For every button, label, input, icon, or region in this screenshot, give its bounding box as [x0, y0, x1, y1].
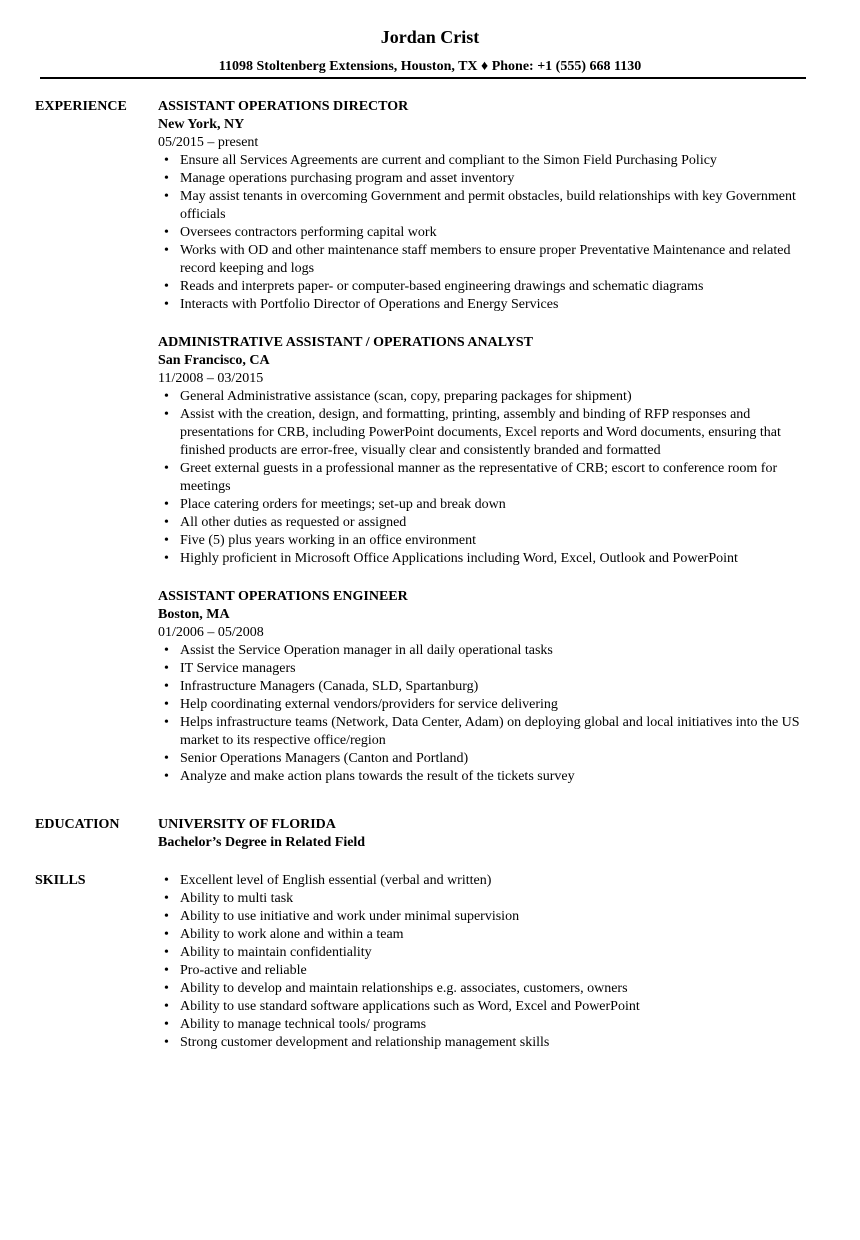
job-title: ADMINISTRATIVE ASSISTANT / OPERATIONS ANALYST — [158, 335, 533, 350]
job-location: San Francisco, CA — [158, 353, 270, 368]
list-item: • Reads and interprets paper- or computer-based engineering drawings and schematic diagrams — [180, 278, 805, 296]
list-item: • Manage operations purchasing program and asset inventory — [180, 170, 805, 188]
resume-header — [0, 0, 860, 76]
list-item: • Ability to manage technical tools/ programs — [180, 1016, 805, 1034]
job-bullets — [158, 152, 805, 314]
list-item: • Analyze and make action plans towards the result of the tickets survey — [180, 768, 805, 786]
school-name: UNIVERSITY OF FLORIDA — [158, 817, 336, 832]
list-item: • Oversees contractors performing capital work — [180, 224, 805, 242]
job-location: New York, NY — [158, 117, 245, 132]
list-item: • Pro-active and reliable — [180, 962, 805, 980]
job-bullets — [158, 642, 805, 786]
list-item: • Ability to use standard software applications such as Word, Excel and PowerPoint — [180, 998, 805, 1016]
job-bullets — [158, 388, 805, 568]
job-dates: 11/2008 – 03/2015 — [158, 371, 264, 386]
job-dates: 01/2006 – 05/2008 — [158, 625, 264, 640]
job-location: Boston, MA — [158, 607, 230, 622]
list-item: • Assist with the creation, design, and formatting, printing, assembly and binding of RFP responses and presentations for CRB, including PowerPoint documents, Excel reports and Word documents, ensuring that finished products are error-free, visually clear and consistently branded and formatted — [180, 406, 805, 460]
degree-name: Bachelor’s Degree in Related Field — [158, 835, 366, 850]
list-item: • Ability to work alone and within a team — [180, 926, 805, 944]
list-item: • Place catering orders for meetings; set-up and break down — [180, 496, 805, 514]
skills-section — [35, 872, 805, 1052]
list-item: • Excellent level of English essential (verbal and written) — [180, 872, 805, 890]
job-entry — [158, 98, 805, 314]
candidate-name: Jordan Crist — [380, 27, 480, 47]
list-item: • Assist the Service Operation manager in all daily operational tasks — [180, 642, 805, 660]
job-entry — [158, 334, 805, 568]
list-item: • May assist tenants in overcoming Government and permit obstacles, build relationships with key Government officials — [180, 188, 805, 224]
experience-label: EXPERIENCE — [35, 99, 127, 114]
skills-label: SKILLS — [35, 873, 86, 888]
list-item: • Senior Operations Managers (Canton and Portland) — [180, 750, 805, 768]
education-label: EDUCATION — [35, 817, 120, 832]
education-section — [35, 816, 805, 852]
list-item: • Helps infrastructure teams (Network, Data Center, Adam) on deploying global and local initiatives into the US market to its respective office/region — [180, 714, 805, 750]
list-item: • Infrastructure Managers (Canada, SLD, Spartanburg) — [180, 678, 805, 696]
experience-section — [35, 98, 805, 806]
job-title: ASSISTANT OPERATIONS DIRECTOR — [158, 99, 409, 114]
list-item: • General Administrative assistance (scan, copy, preparing packages for shipment) — [180, 388, 805, 406]
education-body — [158, 816, 805, 852]
job-entry — [158, 588, 805, 786]
list-item: • Five (5) plus years working in an office environment — [180, 532, 805, 550]
job-title: ASSISTANT OPERATIONS ENGINEER — [158, 589, 408, 604]
contact-line: 11098 Stoltenberg Extensions, Houston, TX ♦ Phone: +1 (555) 668 1130 — [218, 59, 642, 74]
list-item: • Help coordinating external vendors/providers for service delivering — [180, 696, 805, 714]
list-item: • Ability to multi task — [180, 890, 805, 908]
list-item: • Greet external guests in a professional manner as the representative of CRB; escort to conference room for meetings — [180, 460, 805, 496]
list-item: • Interacts with Portfolio Director of Operations and Energy Services — [180, 296, 805, 314]
list-item: • IT Service managers — [180, 660, 805, 678]
job-dates: 05/2015 – present — [158, 135, 259, 150]
list-item: • Ensure all Services Agreements are current and compliant to the Simon Field Purchasing Policy — [180, 152, 805, 170]
list-item: • Highly proficient in Microsoft Office Applications including Word, Excel, Outlook and PowerPoint — [180, 550, 805, 568]
header-divider — [40, 77, 806, 79]
skills-list — [158, 872, 805, 1052]
skills-body — [158, 872, 805, 1052]
list-item: • All other duties as requested or assigned — [180, 514, 805, 532]
experience-body — [158, 98, 805, 786]
list-item: • Ability to maintain confidentiality — [180, 944, 805, 962]
list-item: • Ability to use initiative and work under minimal supervision — [180, 908, 805, 926]
list-item: • Ability to develop and maintain relationships e.g. associates, customers, owners — [180, 980, 805, 998]
list-item: • Works with OD and other maintenance staff members to ensure proper Preventative Maintenance and related record keeping and logs — [180, 242, 805, 278]
list-item: • Strong customer development and relationship management skills — [180, 1034, 805, 1052]
